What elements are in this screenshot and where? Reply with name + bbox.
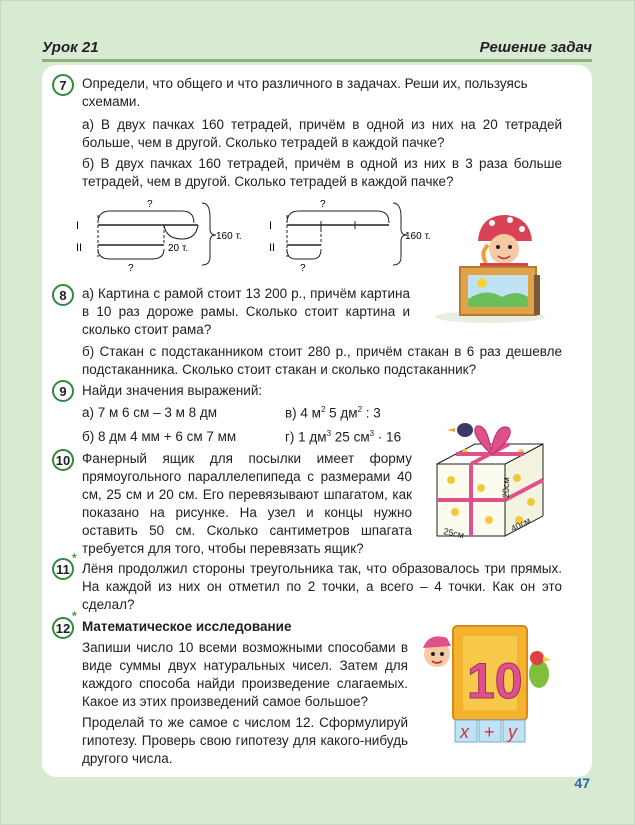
- task-7-number: 7: [52, 74, 74, 96]
- task-9-number: 9: [52, 380, 74, 402]
- scheme-1-total: 160 т.: [216, 231, 242, 242]
- task-12-p2-text: Проделай то же самое с числом 12. Сформулируй гипотезу. Проверь свою гипотезу для какого-нибудь другого числа.: [82, 715, 408, 766]
- scheme-2-total: 160 т.: [405, 231, 431, 242]
- scheme-1-diagram: [70, 195, 255, 275]
- task-7-part-a-text: а) В двух пачках 160 тетрадей, причём в одной из них на 20 тетрадей больше, чем в другой. Сколько тетрадей в каждой пачке?: [82, 117, 562, 150]
- girl-face: [489, 234, 519, 264]
- parcel-box-illustration: [425, 412, 565, 542]
- task-8-part-b-text: б) Стакан с подстаканником стоит 280 р., причём стакан в 6 раз дешевле подстаканника. Сколько стоит стакан и сколько подстаканник?: [82, 344, 562, 377]
- task-9-expr-v-sup2: 2: [357, 405, 363, 414]
- scheme-1-q-bottom: ?: [128, 263, 134, 274]
- task-9-expr-v-post: : 3: [362, 405, 381, 421]
- scheme-2-top-brace: [287, 211, 389, 223]
- task-9-intro-text: Найди значения выражений:: [82, 383, 263, 398]
- task-12-paragraph-2: [82, 714, 408, 768]
- crow-body: [457, 423, 473, 437]
- page-number: 47: [574, 775, 590, 791]
- easel-leg: [534, 275, 540, 315]
- scheme-1-bottom-brace: [98, 249, 164, 259]
- page-header: [42, 36, 592, 58]
- scheme-2-diagram: [265, 195, 445, 275]
- scheme-1-q-top: ?: [147, 199, 153, 210]
- task-10-text: Фанерный ящик для посылки имеет форму прямоугольного параллелепипеда с размерами 40 см, 25 см и 20 см. Его перевязывают шпагатом, как показано на рисунке. На узел и концы нужно оставить 50 см. Сколько сантиметров шпагата требуется для того, чтобы перевязать ящик?: [82, 451, 412, 556]
- box-width-label: 25см: [442, 526, 465, 541]
- y-letter: y: [508, 722, 517, 742]
- task-11-body: [82, 560, 562, 614]
- task-9-expr-g-mid: 25 см: [331, 429, 370, 445]
- ten-number: 10: [467, 653, 523, 709]
- task-12-paragraph-1: [82, 639, 408, 711]
- task-11-text: Лёня продолжил стороны треугольника так, что образовалось три прямых. На каждой из них он отметил по 2 точки, а всего – 4 точки. Как он это сделал?: [82, 561, 562, 612]
- x-letter: x: [460, 722, 469, 742]
- scheme-1-total-brace: [202, 203, 216, 265]
- task-8-part-b: [82, 343, 562, 379]
- boy-eye-right: [440, 652, 444, 656]
- task-8-number: 8: [52, 284, 74, 306]
- crow-beak: [447, 428, 455, 432]
- task-7-part-b-text: б) В двух пачках 160 тетрадей, причём в одной из них в 3 раза больше тетрадей, чем в другой. Сколько тетрадей в каждой пачке?: [82, 156, 562, 189]
- box-depth-label: 40см: [509, 515, 533, 534]
- task-7-intro-text: Определи, что общего и что различного в задачах. Реши их, пользуясь схемами.: [82, 76, 528, 109]
- hat-dot-3: [519, 226, 525, 232]
- task-9-expr-b: б) 8 дм 4 мм + 6 см 7 мм: [82, 429, 237, 444]
- painting-sun: [477, 278, 487, 288]
- scheme-1-row-2: II: [76, 242, 83, 254]
- parrot-beak: [543, 656, 551, 662]
- task-9-expr-v-pre: в) 4 м: [285, 405, 321, 421]
- girl-with-painting-illustration: [430, 205, 560, 325]
- task-12-star: *: [72, 609, 77, 623]
- task-12-title: Математическое исследование: [82, 619, 292, 634]
- task-8-part-a-text: а) Картина с рамой стоит 13 200 р., причём картина в 10 раз дороже рамы. Сколько стоит картина и сколько стоит рама?: [82, 286, 410, 337]
- scheme-1-top-brace: [98, 211, 194, 223]
- girl-hair: [483, 245, 488, 263]
- task-9-expr-g-sup1: 3: [326, 429, 332, 438]
- lesson-title: Урок 21: [42, 38, 99, 56]
- task-9-expr-v-mid: 5 дм: [325, 405, 358, 421]
- boy-eye-left: [431, 652, 435, 656]
- plus-sign: +: [484, 722, 495, 742]
- scheme-2-row-2: II: [269, 242, 276, 254]
- task-9-intro: [82, 382, 382, 400]
- task-12-number: 12: [52, 617, 74, 639]
- scheme-2-q-top: ?: [320, 199, 326, 210]
- task-12-p1-text: Запиши число 10 всеми возможными способами в виде суммы двух натуральных чисел. Затем для каждого способа найди произведение слагаемых. Какое из этих произведений самое большое?: [82, 640, 408, 709]
- task-9-expr-a: а) 7 м 6 см – 3 м 8 дм: [82, 405, 218, 420]
- task-10-number: 10: [52, 449, 74, 471]
- task-9-expr-g: [285, 429, 401, 445]
- scheme-1-row-1: I: [76, 220, 80, 232]
- task-9-expr-v-sup1: 2: [320, 405, 326, 414]
- hat-dot-1: [489, 220, 495, 226]
- task-9-expr-g-post: · 16: [374, 429, 402, 445]
- scheme-2-bottom-brace: [287, 249, 321, 259]
- boy-bandana: [423, 636, 451, 648]
- task-7-intro: [82, 75, 562, 111]
- task-9-expr-v: [285, 405, 381, 421]
- girl-eye-left: [496, 245, 500, 249]
- task-8-part-a: [82, 285, 410, 339]
- scheme-2-q-bottom: ?: [300, 263, 306, 274]
- box-height-label: 20см: [501, 477, 511, 498]
- parrot-head: [530, 651, 544, 665]
- header-rule: [42, 59, 592, 62]
- task-9-expr-g-pre: г) 1 дм: [285, 429, 327, 445]
- task-9-expr-g-sup2: 3: [369, 429, 375, 438]
- scheme-1-diff-brace: [164, 225, 198, 239]
- task-7-part-a: [82, 116, 562, 152]
- number-ten-illustration: [415, 612, 565, 747]
- task-10-body: [82, 450, 412, 558]
- task-7-part-b: [82, 155, 562, 191]
- girl-eye-right: [508, 245, 512, 249]
- task-11-number: 11: [52, 558, 74, 580]
- scheme-2-row-1: I: [269, 220, 273, 232]
- task-11-star: *: [72, 551, 77, 565]
- hat-dot-2: [507, 217, 513, 223]
- topic-title: Решение задач: [479, 38, 592, 56]
- scheme-1-diff: 20 т.: [168, 243, 189, 254]
